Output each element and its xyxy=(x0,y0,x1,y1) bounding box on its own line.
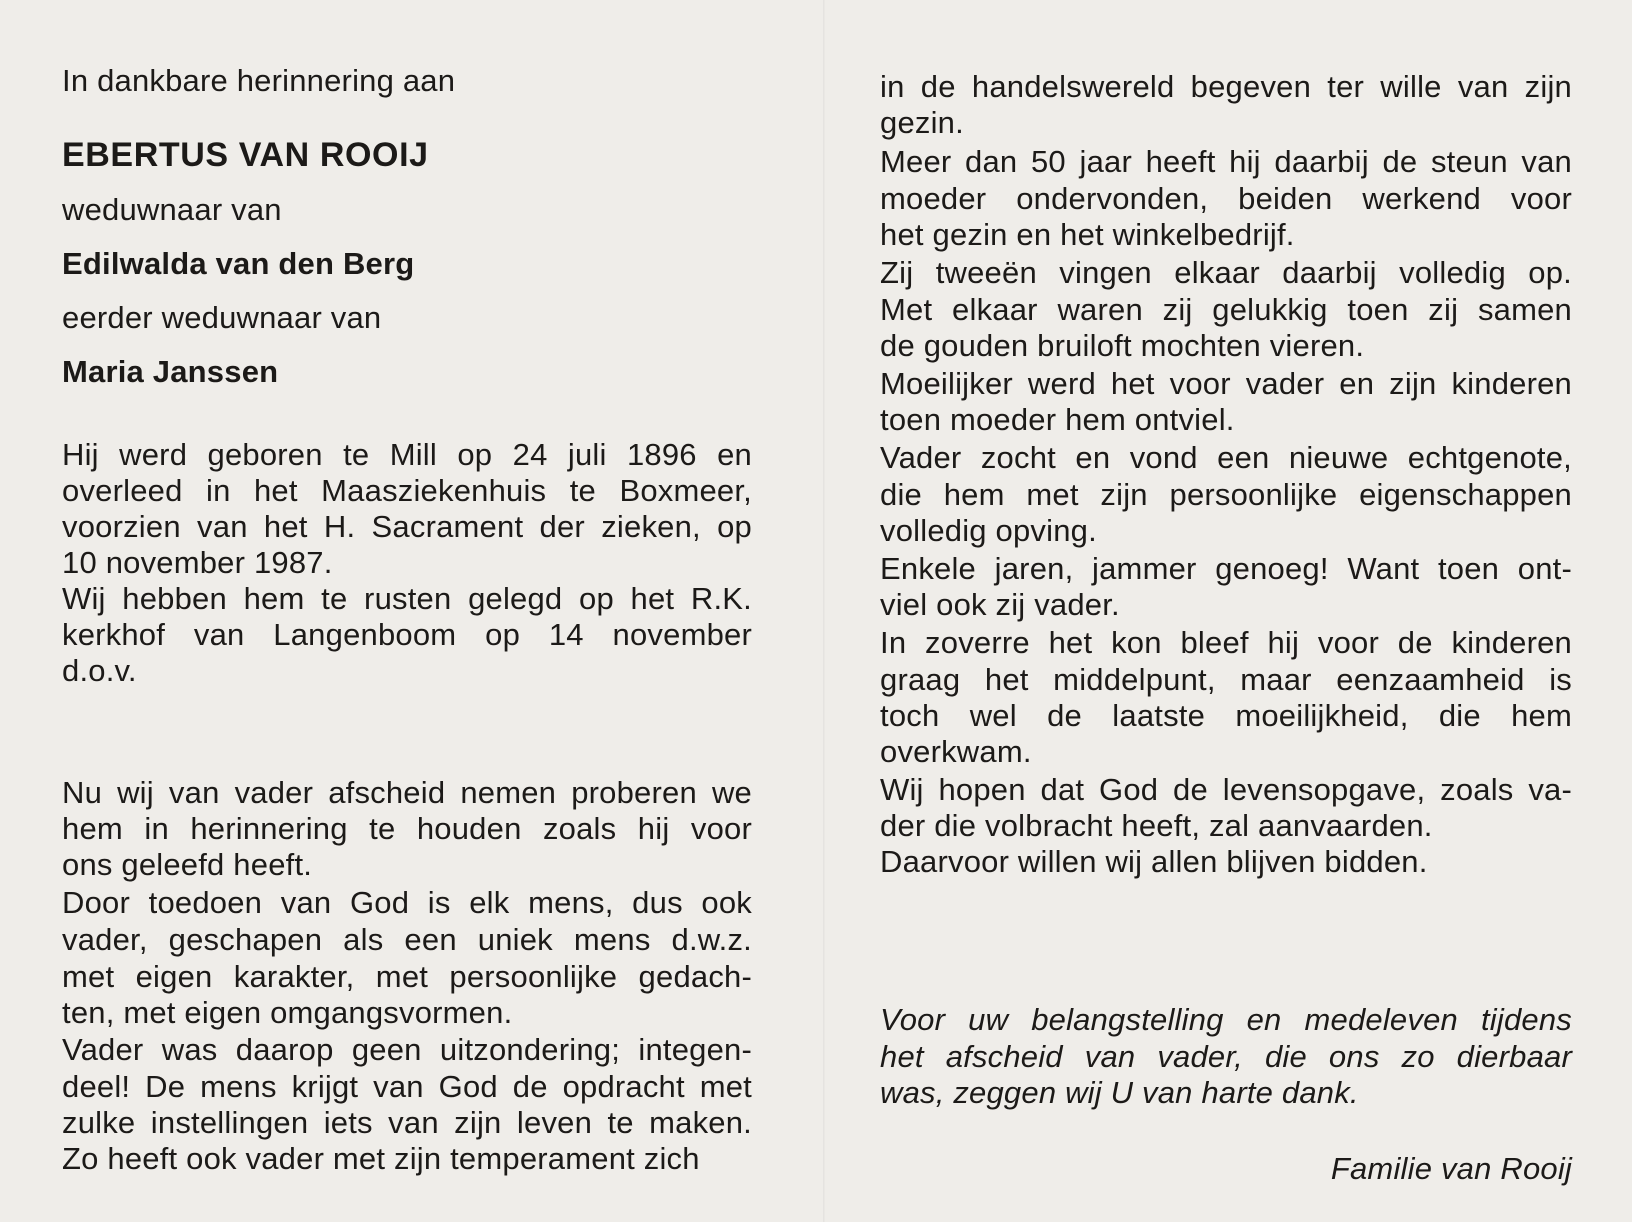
card-fold xyxy=(823,0,825,1222)
reflection-line: Daarvoor willen wij allen blijven bidden. xyxy=(880,844,1428,879)
biography-line: 10 november 1987. xyxy=(62,545,333,580)
reflection-line: het gezin en het winkelbedrijf. xyxy=(880,217,1295,252)
reflection-line: deel! De mens krijgt van God de opdracht met xyxy=(62,1069,752,1104)
reflection-line: vader, geschapen als een uniek mens d.w.z. xyxy=(62,922,752,957)
biography-line: Wij hebben hem te rusten gelegd op het R.K. xyxy=(62,581,752,616)
biography-line: Hij werd geboren te Mill op 24 juli 1896 en xyxy=(62,437,752,472)
biography-line: kerkhof van Langenboom op 14 november xyxy=(62,617,752,652)
reflection-line: in de handelswereld begeven ter wille van zijn xyxy=(880,69,1572,104)
thanks-line: was, zeggen wij U van harte dank. xyxy=(880,1075,1359,1110)
reflection-line: overkwam. xyxy=(880,734,1032,769)
reflection-line: viel ook zij vader. xyxy=(880,587,1120,622)
reflection-line: Vader was daarop geen uitzondering; integen- xyxy=(62,1032,752,1067)
reflection-line: Nu wij van vader afscheid nemen proberen we xyxy=(62,775,752,810)
reflection-line: die hem met zijn persoonlijke eigenschappen xyxy=(880,477,1572,512)
biography-line: voorzien van het H. Sacrament der zieken, op xyxy=(62,509,752,544)
reflection-line: Door toedoen van God is elk mens, dus ook xyxy=(62,885,752,920)
reflection-line: In zoverre het kon bleef hij voor de kinderen xyxy=(880,625,1572,660)
reflection-line: met eigen karakter, met persoonlijke gedach- xyxy=(62,959,752,994)
reflection-line: Wij hopen dat God de levensopgave, zoals va- xyxy=(880,772,1572,807)
reflection-line: gezin. xyxy=(880,105,964,140)
reflection-line: Zij tweeën vingen elkaar daarbij volledig op. xyxy=(880,255,1572,290)
reflection-line: toch wel de laatste moeilijkheid, die hem xyxy=(880,698,1572,733)
reflection-line: ons geleefd heeft. xyxy=(62,847,313,882)
widower-label: weduwnaar van xyxy=(62,192,282,227)
intro-text: In dankbare herinnering aan xyxy=(62,63,456,98)
reflection-line: der die volbracht heeft, zal aanvaarden. xyxy=(880,808,1433,843)
reflection-line: toen moeder hem ontviel. xyxy=(880,402,1235,437)
reflection-line: Moeilijker werd het voor vader en zijn kinderen xyxy=(880,366,1572,401)
reflection-line: zulke instellingen iets van zijn leven te maken. xyxy=(62,1105,752,1140)
biography-line: overleed in het Maasziekenhuis te Boxmeer, xyxy=(62,473,752,508)
reflection-line: Zo heeft ook vader met zijn temperament zich xyxy=(62,1141,700,1176)
family-signature: Familie van Rooij xyxy=(1330,1151,1572,1186)
reflection-line: moeder ondervonden, beiden werkend voor xyxy=(880,181,1572,216)
reflection-line: Meer dan 50 jaar heeft hij daarbij de steun van xyxy=(880,144,1572,179)
reflection-line: hem in herinnering te houden zoals hij voor xyxy=(62,811,752,846)
reflection-line: de gouden bruiloft mochten vieren. xyxy=(880,328,1365,363)
deceased-name: EBERTUS VAN ROOIJ xyxy=(62,136,429,174)
reflection-line: Vader zocht en vond een nieuwe echtgenote, xyxy=(880,440,1572,475)
thanks-line: het afscheid van vader, die ons zo dierbaar xyxy=(880,1039,1572,1074)
reflection-line: graag het middelpunt, maar eenzaamheid is xyxy=(880,662,1572,697)
reflection-line: Met elkaar waren zij gelukkig toen zij samen xyxy=(880,292,1572,327)
biography-line: d.o.v. xyxy=(62,653,137,688)
reflection-line: volledig opving. xyxy=(880,513,1097,548)
spouse-name: Edilwalda van den Berg xyxy=(62,246,415,281)
earlier-widower-label: eerder weduwnaar van xyxy=(62,300,382,335)
first-spouse-name: Maria Janssen xyxy=(62,354,279,389)
thanks-line: Voor uw belangstelling en medeleven tijdens xyxy=(880,1002,1572,1037)
reflection-line: Enkele jaren, jammer genoeg! Want toen ont- xyxy=(880,551,1572,586)
reflection-line: ten, met eigen omgangsvormen. xyxy=(62,995,513,1030)
